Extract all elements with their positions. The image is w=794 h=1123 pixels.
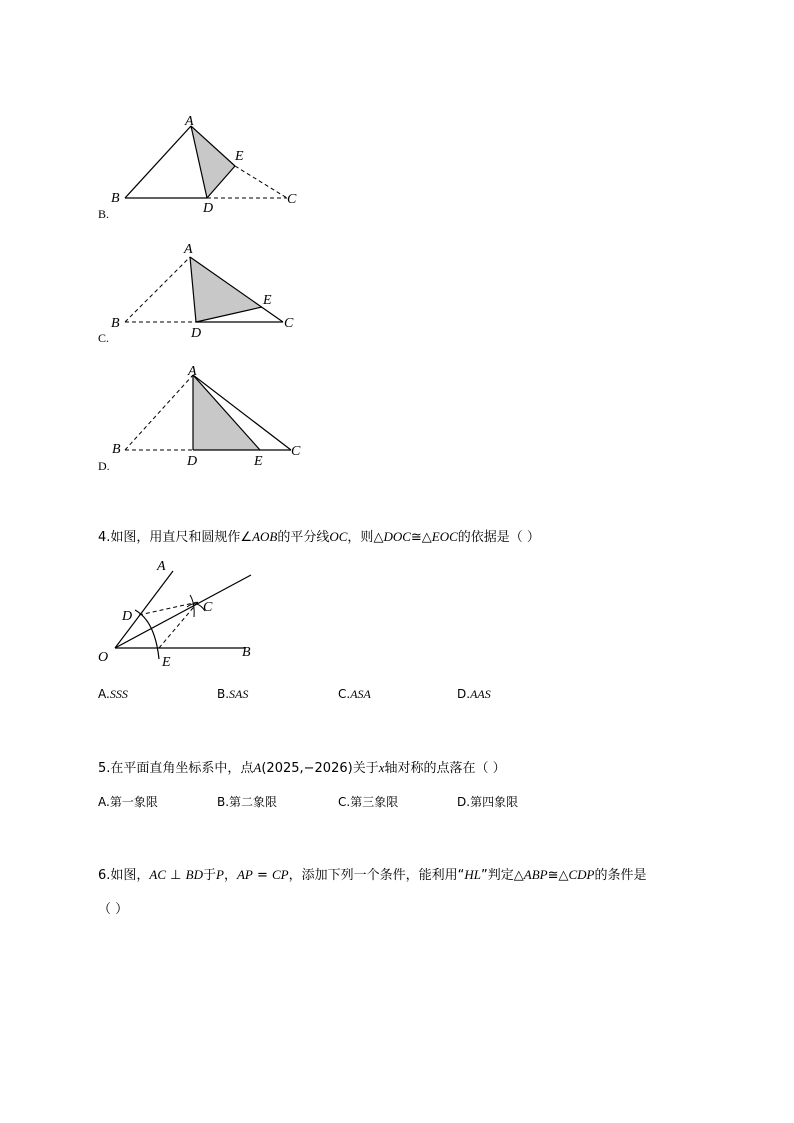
question-6-answer-paren: （ ）: [98, 902, 129, 917]
point-label: A: [185, 114, 194, 129]
q5-option-d[interactable]: D.第四象限: [457, 795, 519, 809]
point-label: E: [235, 149, 244, 164]
q5-option-c[interactable]: C.第三象限: [338, 795, 399, 809]
q5-option-b[interactable]: B.第二象限: [217, 795, 278, 809]
point-label: D: [187, 454, 198, 469]
point-label: B: [242, 645, 251, 660]
q5-option-a[interactable]: A.第一象限: [98, 795, 158, 809]
point-label: D: [203, 201, 214, 216]
point-label: D: [122, 609, 133, 624]
option-letter: B.: [98, 207, 110, 221]
point-label: A: [184, 242, 193, 257]
point-label: C: [284, 316, 294, 331]
option-letter: D.: [98, 459, 110, 473]
question-5-stem: 5.在平面直角坐标系中，点A(2025,−2026)关于x轴对称的点落在（ ）: [98, 760, 506, 776]
q4-option-b[interactable]: B.SAS: [217, 687, 249, 701]
point-label: A: [188, 364, 197, 379]
point-label: E: [254, 454, 263, 469]
point-label: A: [157, 559, 166, 574]
point-label: O: [98, 650, 109, 665]
shaded-triangle: [191, 126, 235, 198]
question-4-stem: 4.如图，用直尺和圆规作∠AOB的平分线OC，则△DOC≅△EOC的依据是（ ）: [98, 529, 540, 545]
point-label: C: [203, 600, 213, 615]
point-label: C: [291, 444, 301, 459]
point-label: D: [191, 326, 202, 341]
q4-option-d[interactable]: D.AAS: [457, 687, 491, 701]
figure-option-b: [95, 112, 315, 222]
q4-option-a[interactable]: A.SSS: [98, 687, 128, 701]
point-label: B: [111, 191, 120, 206]
point-label: C: [287, 192, 297, 207]
point-label: B: [111, 316, 120, 331]
question-6-stem: 6.如图，AC ⊥ BD于P，AP = CP，添加下列一个条件，能利用“HL”判定△ABP≅△CDP的条件是: [98, 867, 647, 883]
q4-option-c[interactable]: C.ASA: [338, 687, 371, 701]
figure-option-d: [95, 360, 315, 475]
point-label: E: [162, 655, 171, 670]
option-letter: C.: [98, 331, 110, 345]
figure-question-4: [95, 555, 275, 675]
figure-option-c: [95, 236, 315, 348]
point-label: E: [263, 293, 272, 308]
shaded-triangle: [190, 257, 262, 322]
point-label: B: [112, 442, 121, 457]
